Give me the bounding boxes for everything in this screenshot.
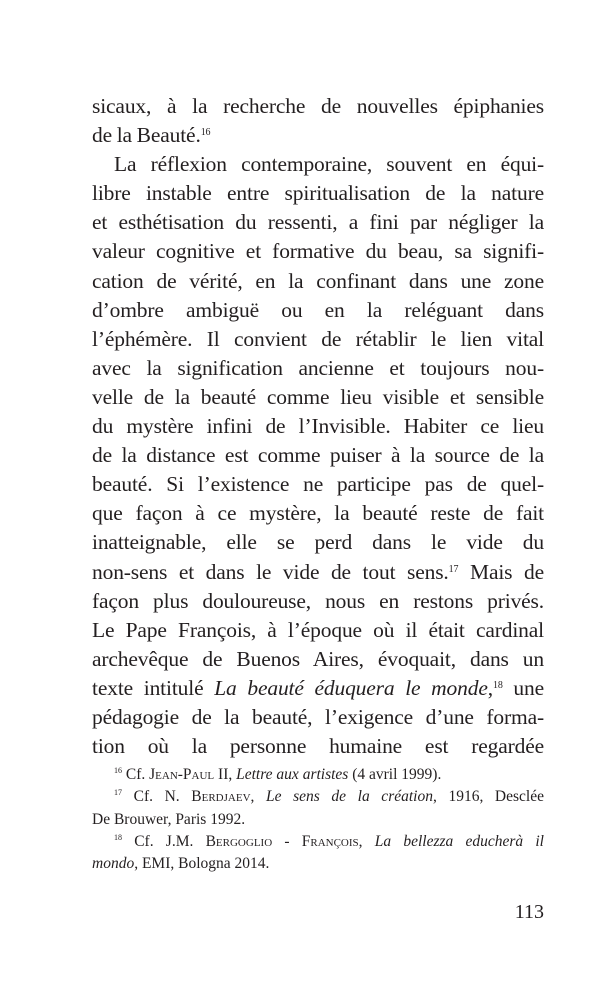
fn-text: , 1916, Desclée xyxy=(432,788,544,806)
text-line xyxy=(92,674,544,703)
body-text xyxy=(92,92,544,761)
footnotes xyxy=(92,764,544,875)
fn-text: (4 avril 1999). xyxy=(348,766,442,783)
text-fragment: Mais de xyxy=(470,559,545,584)
text-fragment: non-sens et dans le vide de tout sens. xyxy=(92,559,449,584)
text-line: l’éphémère. Il convient de rétablir le lien vital xyxy=(92,326,544,351)
footnote-number: 18 xyxy=(114,832,122,842)
text-line: archevêque de Buenos Aires, évoquait, dans un xyxy=(92,646,544,671)
fn-text: , xyxy=(358,832,375,850)
text-line: Le Pape François, à l’époque où il était cardinal xyxy=(92,617,544,642)
text-fragment: , xyxy=(487,675,493,700)
text-fragment: texte intitulé xyxy=(92,675,204,700)
text-line: façon plus douloureuse, nous en restons privés. xyxy=(92,588,544,613)
text-line: tion où la personne humaine est regardée xyxy=(92,734,544,759)
text-line: cation de vérité, en la confinant dans une zone xyxy=(92,268,544,293)
text-line: avec la signification ancienne et toujours nou- xyxy=(92,355,544,380)
footnote-number: 16 xyxy=(114,766,122,775)
text-line: d’ombre ambiguë ou en la reléguant dans xyxy=(92,297,544,322)
note-ref[interactable]: 16 xyxy=(200,127,211,139)
footnote-18 xyxy=(92,831,544,853)
footnote-17-cont: De Brouwer, Paris 1992. xyxy=(92,810,246,828)
text-line: et esthétisation du ressenti, a fini par négliger la xyxy=(92,210,544,235)
fn-title: Lettre aux artistes xyxy=(236,766,349,783)
page-number: 113 xyxy=(514,901,544,923)
footnote-16 xyxy=(92,764,544,786)
note-ref[interactable]: 17 xyxy=(448,563,459,575)
text-line: beauté. Si l’existence ne participe pas de quel- xyxy=(92,472,544,497)
text-line: sicaux, à la recherche de nouvelles épiphanies xyxy=(92,94,544,118)
fn-text: Cf. xyxy=(125,766,150,783)
fn-text: , EMI, Bologna 2014. xyxy=(134,855,270,873)
fn-author: Jean-Paul II xyxy=(149,766,229,783)
book-title: La beauté éduquera le monde xyxy=(214,675,488,700)
fn-title: mondo xyxy=(92,855,135,873)
text-line: de la distance est comme puiser à la source de la xyxy=(92,443,544,468)
text-line: inatteignable, elle se perd dans le vide du xyxy=(92,530,544,555)
fn-text: Cf. J.M. xyxy=(134,832,206,850)
text-line: pédagogie de la beauté, l’exigence d’une forma- xyxy=(92,704,544,729)
fn-title: Le sens de la création xyxy=(266,788,433,806)
note-ref[interactable]: 18 xyxy=(492,679,503,691)
text-line xyxy=(92,558,544,587)
footnote-18-cont xyxy=(92,853,544,875)
fn-author: Bergoglio - François xyxy=(205,832,359,850)
fn-text: Cf. N. xyxy=(133,788,192,806)
text-line: libre instable entre spiritualisation de la nature xyxy=(92,181,544,206)
text-line: valeur cognitive et formative du beau, sa signifi- xyxy=(92,239,544,264)
fn-text: , xyxy=(228,766,237,783)
text-fragment: une xyxy=(513,675,544,700)
text-fragment: de la Beauté. xyxy=(92,123,201,148)
fn-title: La bellezza educherà il xyxy=(374,832,544,850)
text-line: La réflexion contemporaine, souvent en équi- xyxy=(114,152,544,177)
fn-text: , xyxy=(250,788,266,806)
fn-author: Berdjaev xyxy=(191,788,251,806)
text-line: que façon à ce mystère, la beauté reste de fait xyxy=(92,501,544,526)
text-line: du mystère infini de l’Invisible. Habiter ce lieu xyxy=(92,414,544,439)
text-line xyxy=(92,121,544,150)
footnote-number: 17 xyxy=(114,788,122,798)
footnote-17 xyxy=(92,786,544,808)
text-line: velle de la beauté comme lieu visible et sensible xyxy=(92,384,544,409)
